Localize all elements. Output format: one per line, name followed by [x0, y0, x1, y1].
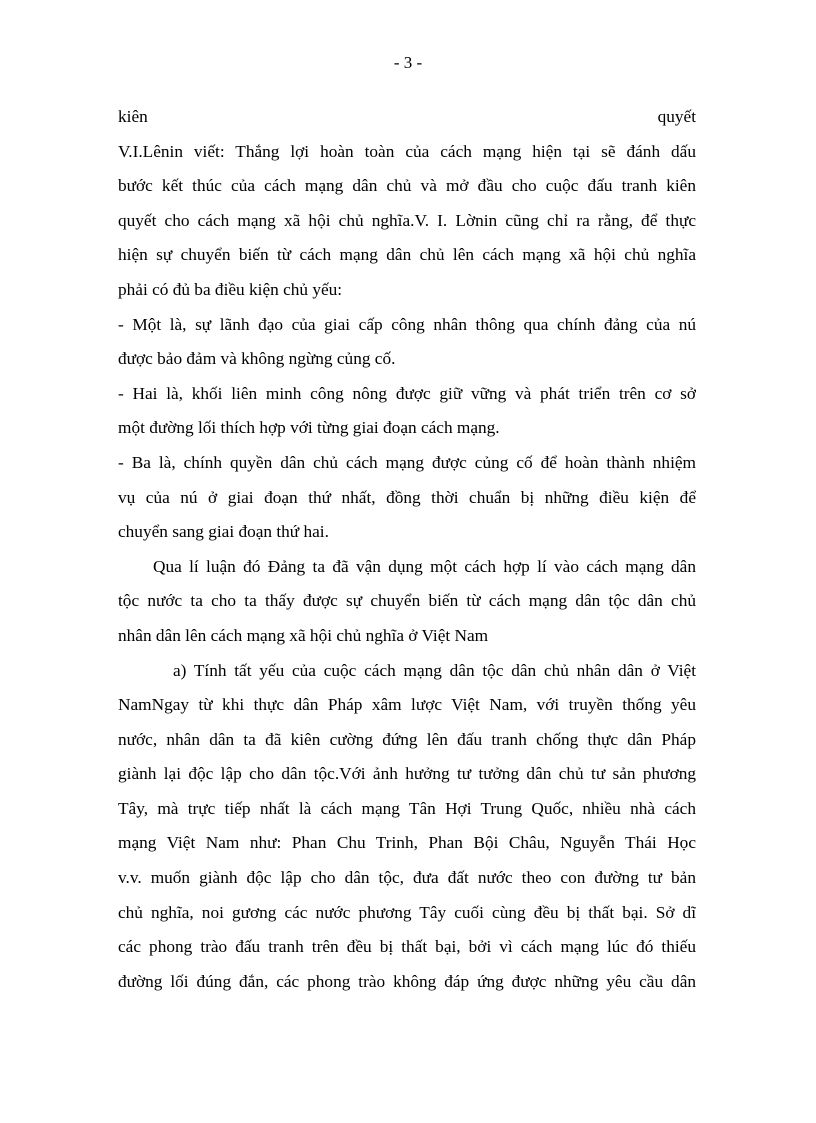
- text-line: một đường lối thích hợp với từng giai đoạn cách mạng.: [118, 418, 500, 438]
- text-line: - Hai là, khối liên minh công nông được giữ vững và phát triển trên cơ sở: [118, 383, 696, 403]
- text-line: phải có đủ ba điều kiện chủ yếu:: [118, 279, 343, 299]
- text-line: NamNgay từ khi thực dân Pháp xâm lược Việt Nam, với truyền thống yêu: [118, 695, 696, 715]
- text-line: v.v. muốn giành độc lập cho dân tộc, đưa đất nước theo con đường tư bản: [118, 868, 696, 888]
- text-line: Qua lí luận đó Đảng ta đã vận dụng một cách hợp lí vào cách mạng dân: [153, 556, 696, 576]
- text-line: được bảo đảm và không ngừng củng cố.: [118, 349, 396, 369]
- text-line: a) Tính tất yếu của cuộc cách mạng dân tộc dân chủ nhân dân ở Việt: [173, 660, 696, 680]
- text-line: Tây, mà trực tiếp nhất là cách mạng Tân Hợi Trung Quốc, nhiều nhà cách: [118, 798, 696, 818]
- document-body: [118, 100, 696, 999]
- text-line: V.I.Lênin viết: Thắng lợi hoàn toàn của cách mạng hiện tại sẽ đánh dấu: [118, 141, 696, 161]
- text-line: giành lại độc lập cho dân tộc.Với ảnh hưởng tư tưởng dân chủ tư sản phương: [118, 764, 696, 784]
- text-line: chủ nghĩa, noi gương các nước phương Tây cuối cùng đều bị thất bại. Sở dĩ: [118, 902, 696, 922]
- page-number: - 3 -: [393, 53, 423, 72]
- text-line: - Ba là, chính quyền dân chủ cách mạng được củng cố để hoàn thành nhiệm: [118, 452, 696, 472]
- text-line: quyết cho cách mạng xã hội chủ nghĩa.V. I. Lờnin cũng chỉ ra rằng, để thực: [118, 210, 696, 230]
- text-line: - Một là, sự lãnh đạo của giai cấp công nhân thông qua chính đảng của nú: [118, 314, 696, 334]
- text-line: đường lối đúng đắn, các phong trào không đáp ứng được những yêu cầu dân: [118, 971, 696, 991]
- text-line: nhân dân lên cách mạng xã hội chủ nghĩa ở Việt Nam: [118, 625, 489, 645]
- text-line: các phong trào đấu tranh trên đều bị thất bại, bởi vì cách mạng lúc đó thiếu: [118, 937, 696, 957]
- text-line: bước kết thúc của cách mạng dân chủ và mở đầu cho cuộc đấu tranh kiên: [118, 176, 696, 196]
- text-line: nước, nhân dân ta đã kiên cường đứng lên đấu tranh chống thực dân Pháp: [118, 729, 696, 749]
- text-line: mạng Việt Nam như: Phan Chu Trinh, Phan Bội Châu, Nguyễn Thái Học: [118, 833, 696, 853]
- text-line: tộc nước ta cho ta thấy được sự chuyển biến từ cách mạng dân tộc dân chủ: [118, 591, 696, 611]
- text-line: vụ của nú ở giai đoạn thứ nhất, đồng thời chuẩn bị những điều kiện để: [118, 487, 696, 507]
- text-line: chuyển sang giai đoạn thứ hai.: [118, 522, 329, 542]
- text-line: hiện sự chuyển biến từ cách mạng dân chủ lên cách mạng xã hội chủ nghĩa: [118, 245, 696, 265]
- text-line: kiên quyết: [118, 107, 696, 126]
